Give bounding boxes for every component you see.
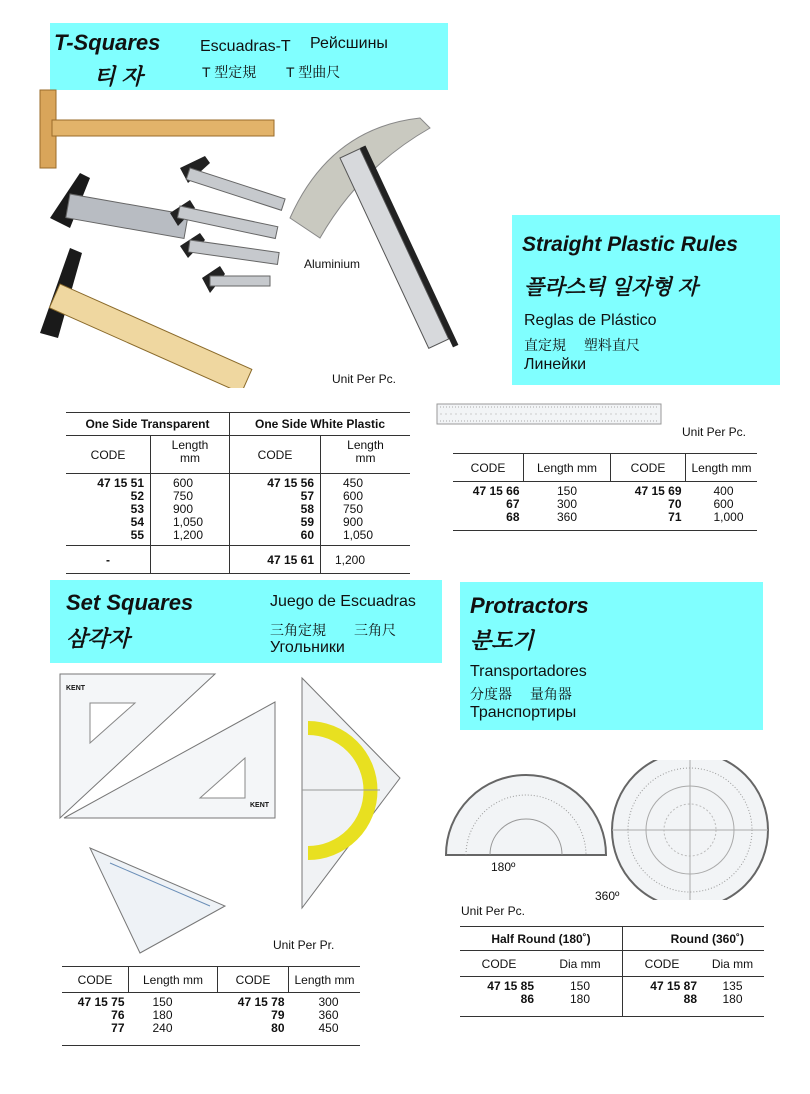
tsquares-col-len-right [321,436,411,474]
setsquares-col-code-right: CODE [218,967,289,993]
tsquares-title-cn2: T 型曲尺 [286,64,341,80]
table-cell: 400 [713,484,734,498]
setsquares-table [62,966,360,1046]
table-cell: 450 [318,1021,339,1035]
table-cell: 47 15 87 [650,979,697,993]
setsquares-title-es: Juego de Escuadras [270,593,416,610]
rules-col-code-right: CODE [611,454,686,482]
protractors-left-codes [460,977,538,1017]
table-cell: 52 [130,489,144,503]
rules-title-kr: 플라스틱 일자형 자 [524,276,698,299]
protractors-group2: Round (360˚) [623,927,765,951]
tsquares-col-len-left-2: mm [180,451,200,465]
rules-table [453,453,757,531]
protractors-photo [440,760,780,900]
setsquares-photo [50,668,450,958]
table-cell: 360 [556,510,578,524]
rules-title-cn: 直定規 塑料直尺 [524,337,640,353]
setsquares-right-lengths [289,993,361,1046]
rules-title-ru: Линейки [524,356,587,373]
setsquares-title-ru: Угольники [270,639,345,656]
setsquares-col-len-left: Length mm [129,967,218,993]
tsquares-header [50,23,448,90]
protractors-group1: Half Round (180˚) [491,931,591,946]
protractors-col-code-left: CODE [481,956,517,971]
table-cell: 750 [343,502,364,516]
table-cell: 47 15 56 [267,476,314,490]
protractors-col-dia-left: Dia mm [559,956,601,971]
table-cell: 53 [130,502,144,516]
tsquares-extra-left-code: - [106,552,110,567]
protractors-title-kr: 분도기 [470,628,534,653]
protractors-unit: Unit Per Pc. [461,904,526,918]
tsquares-title-en: T-Squares [54,30,161,55]
table-cell: 79 [271,1008,285,1022]
tsquares-group2: One Side White Plastic [230,413,411,436]
setsquares-title-kr: 삼각자 [66,626,130,651]
rules-left-codes [453,482,524,531]
table-cell: 47 15 69 [634,484,682,498]
rules-right-codes [611,482,686,531]
protractors-title-es: Transportadores [470,663,587,680]
tsquares-col-len-left [151,436,230,474]
protractors-title-en: Protractors [470,593,589,618]
table-cell: 150 [569,979,591,993]
protractors-col-dia-right: Dia mm [711,956,754,971]
table-cell: 57 [300,489,314,503]
tsquares-unit: Unit Per Pc. [332,372,397,386]
tsquares-left-lengths [151,474,230,546]
table-cell: 1,050 [173,515,204,529]
tsquares-left-codes [66,474,151,546]
table-cell: 300 [556,497,578,511]
setsquares-right-codes [218,993,289,1046]
protractors-right-dias [701,977,764,1017]
rules-title-es: Reglas de Plástico [524,312,657,329]
rules-left-lengths [524,482,611,531]
tsquares-title-ru: Рейсшины [310,35,388,52]
table-cell: 180 [722,992,743,1006]
protractors-header [460,582,763,730]
table-cell: 1,200 [173,528,204,542]
table-cell: 54 [130,515,144,529]
table-cell: 900 [173,502,194,516]
protractors-title-ru: Транспортиры [470,704,577,721]
table-cell: 60 [300,528,314,542]
setsquares-col-code-left: CODE [77,972,113,987]
tsquares-photo [30,88,480,388]
table-cell: 55 [130,528,144,542]
setsquares-header [50,580,442,663]
table-cell: 180 [152,1008,173,1022]
table-cell: 150 [556,484,578,498]
table-cell: 47 15 85 [487,979,534,993]
tsquares-group1: One Side Transparent [85,417,210,431]
rules-right-lengths [686,482,758,531]
tsquares-title-es: Escuadras-T [200,38,291,55]
kent-logo-2: KENT [250,802,270,809]
protractors-title-cn: 分度器 量角器 [470,686,572,702]
tsquares-title-kr: 티 자 [94,64,143,89]
tsquares-table [66,412,410,574]
rules-col-code-left: CODE [470,460,506,475]
tsquares-extra-right-length: 1,200 [321,546,411,574]
table-cell: 150 [152,995,173,1009]
table-cell: 80 [271,1021,285,1035]
table-cell: 450 [343,476,364,490]
rules-title-en: Straight Plastic Rules [522,233,738,256]
table-cell: 750 [173,489,194,503]
protractor-full-label: 360º [595,889,620,903]
table-cell: 88 [683,992,697,1006]
table-cell: 180 [569,992,591,1006]
setsquares-left-codes [62,993,129,1046]
kent-logo-1: KENT [66,685,86,692]
table-cell: 600 [343,489,364,503]
table-cell: 47 15 78 [237,995,285,1009]
tsquares-right-lengths [321,474,411,546]
protractor-half-label: 180º [491,860,516,874]
table-cell: 600 [173,476,194,490]
rules-unit: Unit Per Pc. [682,425,747,439]
setsquares-title-cn: 三角定規 三角尺 [270,622,396,638]
tsquares-title-cn1: T 型定規 [202,64,257,80]
table-cell: 86 [520,992,534,1006]
setsquares-unit: Unit Per Pr. [273,938,335,952]
table-cell: 360 [318,1008,339,1022]
table-cell: 47 15 51 [97,476,144,490]
protractors-col-code-right: CODE [623,951,702,977]
table-cell: 1,050 [343,528,374,542]
rules-col-len-right: Length mm [686,454,758,482]
rules-col-len-left: Length mm [524,454,611,482]
table-cell: 76 [111,1008,125,1022]
table-cell: 71 [668,510,682,524]
tsquares-right-codes [230,474,321,546]
table-cell: 58 [300,502,314,516]
protractors-table [460,926,764,1017]
tsquares-extra-right-code: 47 15 61 [230,546,321,574]
protractors-left-dias [538,977,623,1017]
table-cell: 900 [343,515,364,529]
setsquares-left-lengths [129,993,218,1046]
table-cell: 77 [111,1021,125,1035]
table-cell: 240 [152,1021,173,1035]
table-cell: 1,000 [713,510,744,524]
rules-photo [436,402,662,426]
tsquares-col-len-left-1: Length [171,438,209,452]
table-cell: 47 15 66 [472,484,520,498]
tsquares-col-len-right-1: Length [347,438,384,452]
protractors-right-codes [623,977,702,1017]
table-cell: 67 [506,497,520,511]
table-cell: 600 [713,497,734,511]
setsquares-title-en: Set Squares [66,590,194,615]
setsquares-col-len-right: Length mm [289,967,361,993]
table-cell: 70 [668,497,682,511]
table-cell: 300 [318,995,339,1009]
table-cell: 135 [722,979,743,993]
table-cell: 68 [506,510,520,524]
tsquares-col-code-right: CODE [230,436,321,474]
aluminium-label: Aluminium [304,257,361,271]
rules-header [512,215,780,385]
tsquares-col-len-right-2: mm [355,451,376,465]
table-cell: 59 [300,515,314,529]
table-cell: 47 15 75 [77,995,125,1009]
tsquares-col-code-left: CODE [90,447,126,462]
